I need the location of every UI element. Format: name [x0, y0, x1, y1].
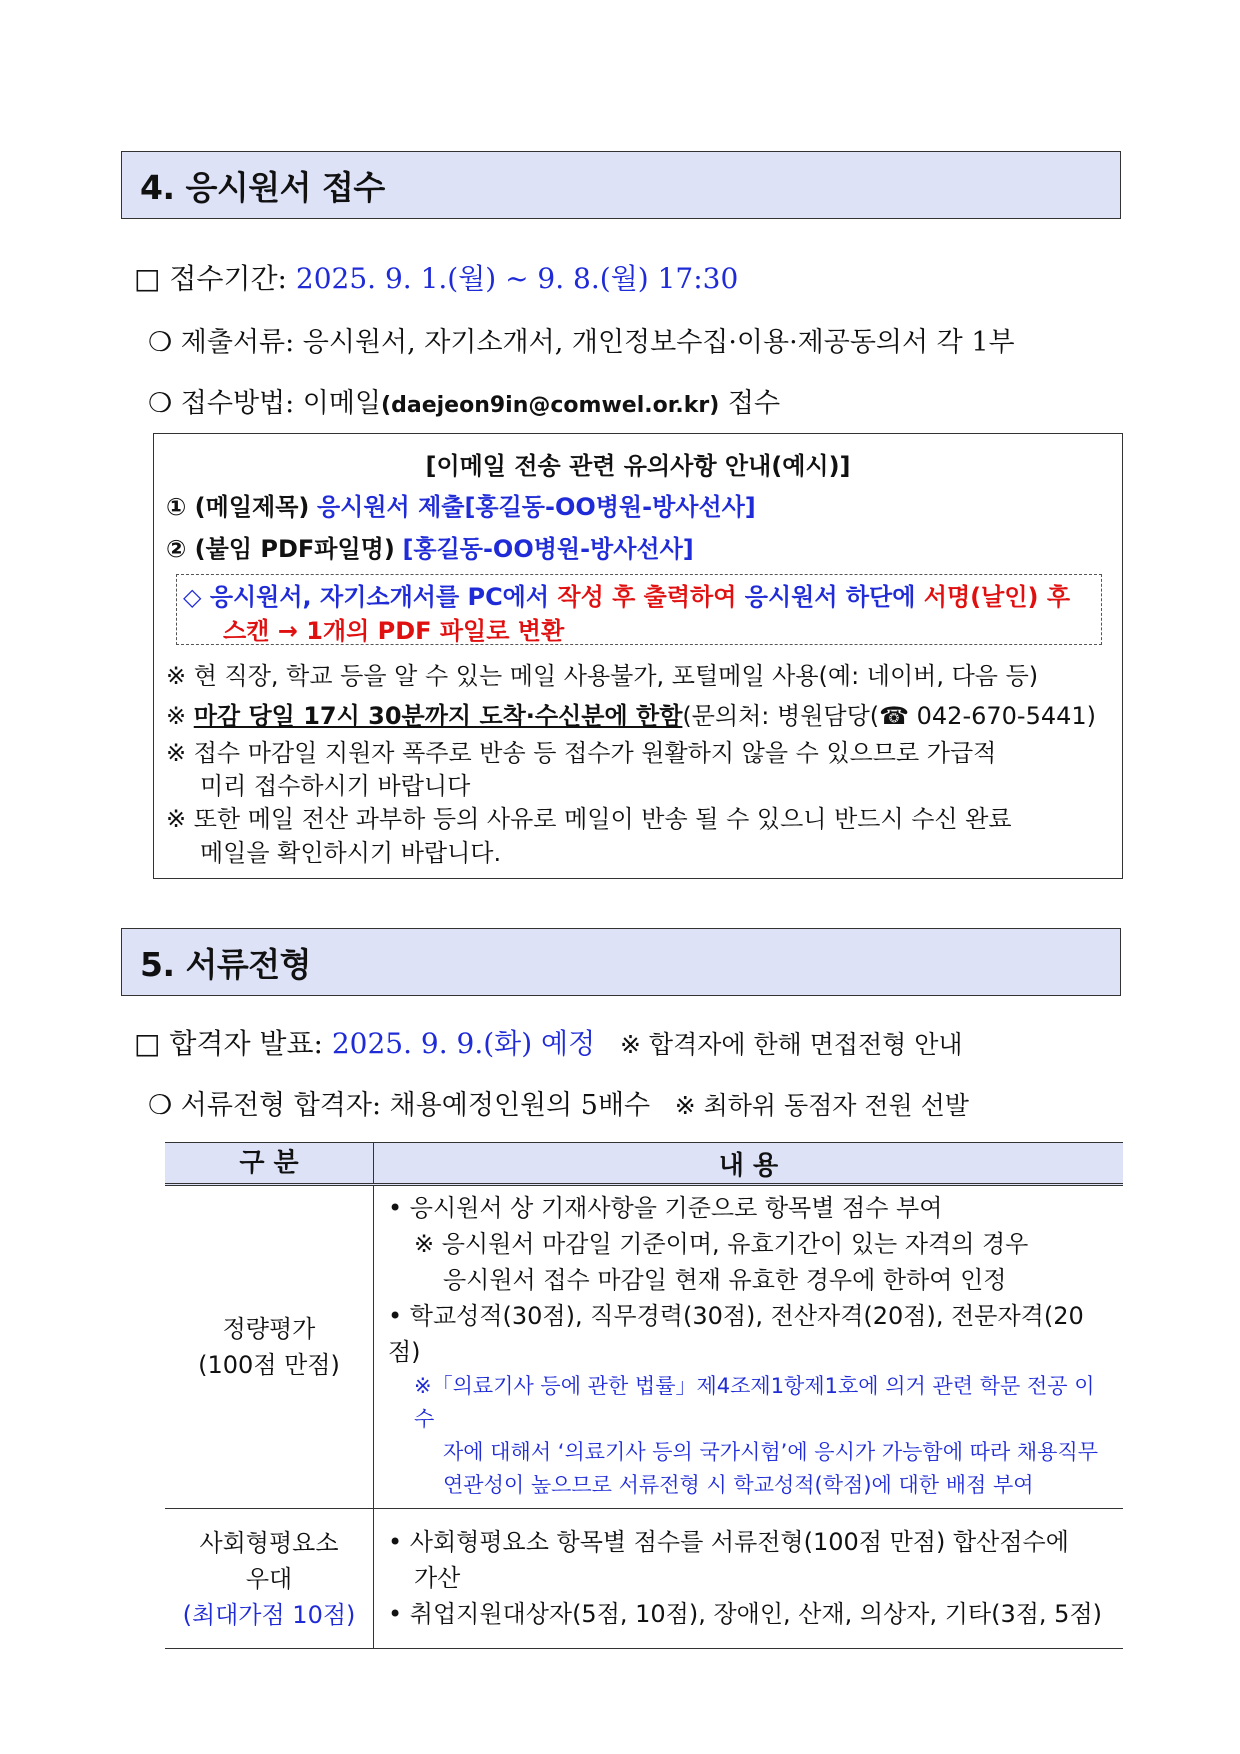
inner-text-d: 서명(날인) 후 [923, 583, 1071, 611]
section-4-header [121, 151, 1121, 219]
row1-line-6: 자에 대해서 ‘의료기사 등의 국가시험’에 응시가 가능함에 따라 채용직무 [443, 1440, 1099, 1464]
period-label: □ 접수기간: [134, 262, 287, 295]
method-prefix: ❍ 접수방법: 이메일 [148, 388, 382, 419]
item1-label: ① (메일제목) [166, 493, 310, 521]
item1-value: 응시원서 제출[홍길동-OO병원-방사선사] [317, 493, 756, 521]
pdf-instruction-line-1 [183, 577, 1070, 612]
pass-line [148, 1083, 969, 1122]
row1-label-line-2: (100점 만점) [198, 1351, 340, 1379]
row1-content [374, 1185, 1124, 1509]
header-content: 내 용 [374, 1143, 1124, 1185]
row2-label-line-1: 사회형평요소 [199, 1528, 339, 1557]
note-1: ※ 현 직장, 학교 등을 알 수 있는 메일 사용불가, 포털메일 사용(예: 네이버, 다음 등) [166, 662, 1039, 690]
note-4-line-2: 메일을 확인하시기 바랍니다. [200, 839, 502, 867]
docs-line: ❍ 제출서류: 응시원서, 자기소개서, 개인정보수집·이용·제공동의서 각 1부 [148, 327, 1015, 358]
item2-value: [홍길동-OO병원-방사선사] [402, 535, 694, 563]
notice-item-1 [166, 487, 756, 522]
note-2-deadline: 마감 당일 17시 30분까지 도착·수신분에 한함 [193, 702, 683, 730]
note-2 [166, 696, 1096, 731]
email-address: (daejeon9in@comwel.or.kr) [381, 393, 720, 418]
note-2-mark: ※ [166, 702, 187, 730]
row1-line-7: 연관성이 높으므로 서류전형 시 학교성적(학점)에 대한 배점 부여 [443, 1473, 1034, 1497]
pdf-instruction-box [176, 574, 1102, 645]
row1-line-4: • 학교성적(30점), 직무경력(30점), 전산자격(20점), 전문자격(20점) [388, 1302, 1084, 1366]
row2-content [374, 1509, 1124, 1649]
row2-label [165, 1509, 374, 1649]
row2-line-2: 가산 [414, 1563, 461, 1592]
section-4-title: 4. 응시원서 접수 [140, 167, 385, 207]
inner-text-a: ◇ 응시원서, 자기소개서를 PC에서 [183, 583, 550, 611]
method-suffix: 접수 [727, 388, 781, 419]
pass-text: ❍ 서류전형 합격자: 채용예정인원의 5배수 [148, 1090, 651, 1121]
method-line [148, 381, 780, 420]
header-category: 구 분 [165, 1143, 374, 1185]
row2-line-3: • 취업지원대상자(5점, 10점), 장애인, 산재, 의상자, 기타(3점, 5점) [388, 1599, 1102, 1628]
section-5-title: 5. 서류전형 [140, 944, 311, 984]
pdf-instruction-line-2: 스캔 → 1개의 PDF 파일로 변환 [223, 617, 565, 645]
note-2-contact: (문의처: 병원담당(☎ 042-670-5441) [682, 702, 1097, 730]
note-3-line-1: ※ 접수 마감일 지원자 폭주로 반송 등 접수가 원활하지 않을 수 있으므로 가급적 [166, 739, 997, 767]
notice-heading: [이메일 전송 관련 유의사항 안내(예시)] [425, 452, 851, 480]
announce-value: 2025. 9. 9.(화) 예정 [331, 1027, 596, 1060]
row2-line-1: • 사회형평요소 항목별 점수를 서류전형(100점 만점) 합산점수에 [388, 1527, 1069, 1556]
announce-line [134, 1022, 963, 1062]
inner-text-c: 응시원서 하단에 [744, 583, 916, 611]
row1-line-2: ※ 응시원서 마감일 기준이며, 유효기간이 있는 자격의 경우 [414, 1230, 1029, 1258]
evaluation-table [165, 1142, 1123, 1649]
announce-note: ※ 합격자에 한해 면접전형 안내 [620, 1030, 963, 1059]
email-notice-box [153, 433, 1123, 879]
note-4-line-1: ※ 또한 메일 전산 과부하 등의 사유로 메일이 반송 될 수 있으니 반드시 수신 완료 [166, 805, 1012, 833]
period-value: 2025. 9. 1.(월) ~ 9. 8.(월) 17:30 [295, 262, 739, 295]
table-row [165, 1509, 1123, 1649]
period-line [134, 257, 738, 297]
row1-line-5: ※「의료기사 등에 관한 법률」제4조제1항제1호에 의거 관련 학문 전공 이수 [414, 1374, 1095, 1431]
table-row [165, 1185, 1123, 1509]
row1-line-1: • 응시원서 상 기재사항을 기준으로 항목별 점수 부여 [388, 1194, 943, 1222]
table-header-row [165, 1143, 1123, 1185]
row2-label-line-3: (최대가점 10점) [182, 1600, 356, 1629]
row2-label-line-2: 우대 [245, 1564, 293, 1593]
inner-text-b: 작성 후 출력하여 [557, 583, 737, 611]
row1-line-3: 응시원서 접수 마감일 현재 유효한 경우에 한하여 인정 [443, 1266, 1007, 1294]
notice-item-2 [166, 529, 694, 564]
item2-label: ② (붙임 PDF파일명) [166, 535, 395, 563]
row1-label-line-1: 정량평가 [222, 1315, 316, 1343]
pass-note: ※ 최하위 동점자 전원 선발 [674, 1091, 969, 1120]
row1-label [165, 1185, 374, 1509]
note-3-line-2: 미리 접수하시기 바랍니다 [200, 772, 471, 800]
section-5-header [121, 928, 1121, 996]
announce-label: □ 합격자 발표: [134, 1027, 323, 1060]
